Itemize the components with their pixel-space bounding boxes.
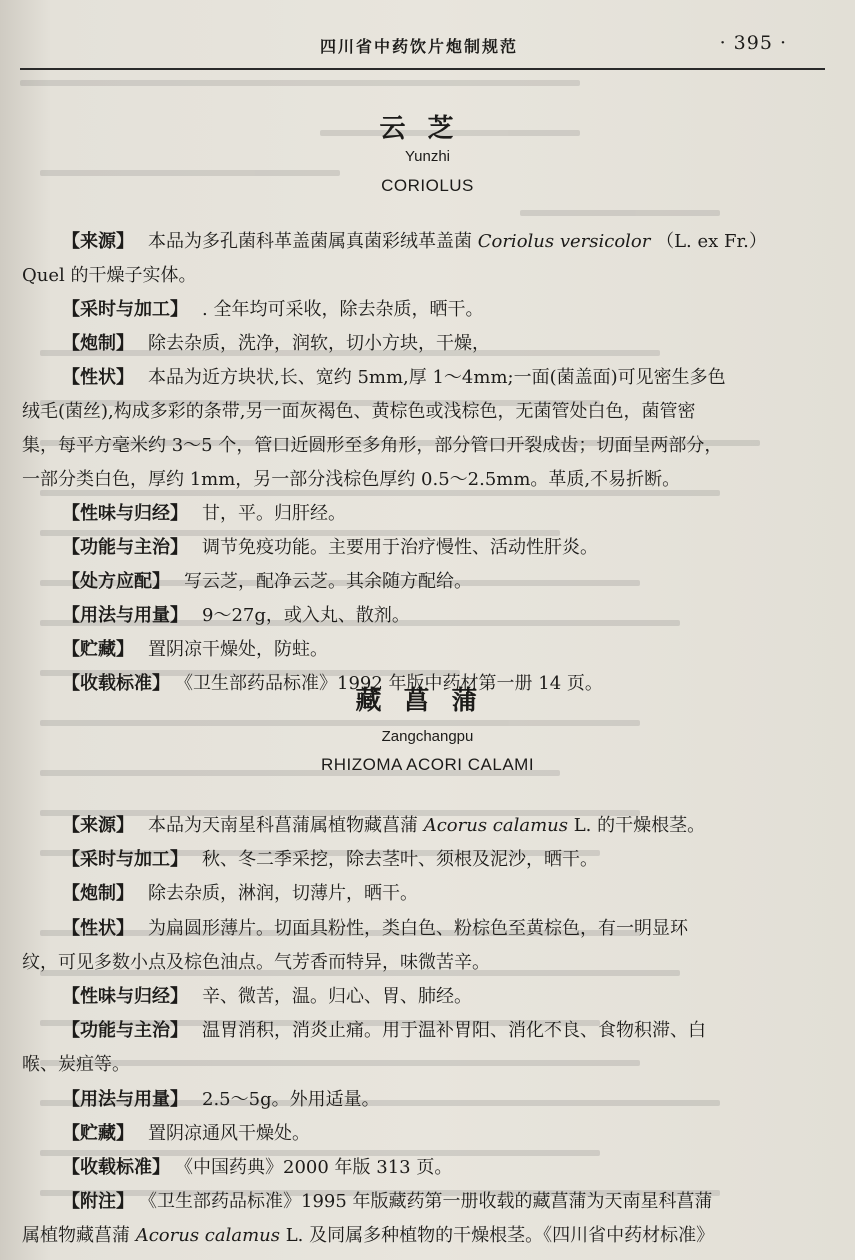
- field-text: 《卫生部药品标准》1992 年版中药材第一册 14 页。: [184, 673, 603, 694]
- page-number: · 395 ·: [719, 32, 787, 54]
- field-text: 置阴凉通风干燥处。: [148, 1122, 310, 1144]
- entry-latin-name: RHIZOMA ACORI CALAMI: [320, 755, 535, 774]
- field-label: 【功能与主治】: [62, 537, 188, 558]
- text-line: [22, 948, 822, 978]
- field-text: 秋、冬二季采挖，除去茎叶、须根及泥沙，晒干。: [202, 849, 598, 871]
- text-line: [62, 363, 855, 393]
- text-line: [62, 1153, 855, 1183]
- field-text: 写云芝，配净云芝。其余随方配给。: [184, 571, 472, 592]
- entry-title: 云芝: [379, 114, 476, 144]
- text-line: [62, 879, 855, 909]
- field-text: 甘，平。归肝经。: [202, 503, 346, 524]
- field-label: 【收载标准】: [62, 1157, 170, 1178]
- field-text: 2.5～5g。外用适量。: [202, 1088, 380, 1110]
- field-label: 【性味与归经】: [62, 986, 188, 1007]
- field-label: 【用法与用量】: [62, 1088, 188, 1110]
- field-text: 温胃消积，消炎止痛。用于温补胃阳、消化不良、食物积滞、白: [202, 1020, 706, 1042]
- field-text: 纹，可见多数小点及棕色油点。气芳香而特异，味微苦辛。: [22, 951, 490, 973]
- latin-binomial: Acorus calamus: [418, 815, 574, 836]
- latin-binomial: Acorus calamus: [130, 1225, 286, 1247]
- text-line: [62, 1085, 855, 1115]
- text-line: [22, 1221, 822, 1251]
- field-label: 【炮制】: [62, 333, 134, 354]
- field-label: 【功能与主治】: [62, 1020, 188, 1042]
- field-label: 【处方应配】: [62, 571, 170, 592]
- text-line: [62, 295, 855, 325]
- field-text: 除去杂质，淋润，切薄片，晒干。: [148, 883, 418, 905]
- text-line: [22, 1050, 822, 1080]
- field-label: 【贮藏】: [62, 1122, 134, 1144]
- field-label: 【性状】: [62, 917, 134, 939]
- latin-binomial: Coriolus versicolor: [472, 231, 657, 252]
- field-text: 绒毛(菌丝),构成多彩的条带,另一面灰褐色、黄棕色或浅棕色，无菌管处白色，菌管密: [22, 401, 696, 422]
- field-text: 集，每平方毫米约 3～5 个，管口近圆形至多角形，部分管口开裂成齿；切面呈两部分，: [22, 435, 723, 456]
- text-line: [62, 982, 855, 1012]
- text-line: [62, 635, 855, 665]
- text-line: [62, 601, 855, 631]
- field-label: 【采时与加工】: [62, 299, 188, 320]
- field-text: 本品为多孔菌科革盖菌属真菌彩绒革盖菌: [148, 231, 472, 252]
- text-line: [62, 329, 855, 359]
- text-line: [62, 914, 855, 944]
- text-line: [62, 845, 855, 875]
- text-line: [62, 499, 855, 529]
- field-text: 辛、微苦，温。归心、胃、肺经。: [202, 986, 472, 1007]
- text-line: [22, 261, 822, 291]
- text-line: [62, 567, 855, 597]
- text-line: [62, 1187, 855, 1217]
- header-title: 四川省中药饮片炮制规范: [320, 37, 519, 56]
- field-text: 本品为天南星科菖蒲属植物藏菖蒲: [148, 815, 418, 836]
- field-text-continued: L. 的干燥根茎。: [573, 815, 706, 836]
- text-line: [62, 811, 855, 841]
- field-label: 【附注】: [62, 1191, 134, 1213]
- text-line: [62, 533, 855, 563]
- field-text: . 全年均可采收，除去杂质，晒干。: [202, 299, 484, 320]
- field-text: 本品为近方块状,长、宽约 5mm,厚 1～4mm;一面(菌盖面)可见密生多色: [148, 367, 726, 388]
- field-label: 【采时与加工】: [62, 849, 188, 871]
- field-label: 【来源】: [62, 815, 134, 836]
- text-line: [22, 431, 822, 461]
- text-line: [62, 1119, 855, 1149]
- field-text: 喉、炭疽等。: [22, 1054, 130, 1076]
- field-text: 一部分类白色，厚约 1mm，另一部分浅棕色厚约 0.5～2.5mm。革质,不易折断。: [22, 469, 681, 490]
- entry-pinyin: Yunzhi: [404, 148, 451, 165]
- field-label: 【来源】: [62, 231, 134, 252]
- field-text: 为扁圆形薄片。切面具粉性，类白色、粉棕色至黄棕色，有一明显环: [148, 917, 688, 939]
- field-label: 【炮制】: [62, 883, 134, 905]
- field-label: 【收载标准】: [62, 673, 170, 694]
- text-line: [62, 227, 855, 257]
- bleed-through-line: [20, 80, 580, 86]
- field-text: 属植物藏菖蒲: [22, 1225, 130, 1247]
- text-line: [62, 1016, 855, 1046]
- field-text: 除去杂质，洗净，润软，切小方块，干燥，: [148, 333, 490, 354]
- field-text: 《中国药典》2000 年版 313 页。: [184, 1157, 453, 1178]
- field-text: 9～27g，或入丸、散剂。: [202, 605, 410, 626]
- entry-pinyin: Zangchangpu: [381, 728, 474, 745]
- field-text: 《卫生部药品标准》1995 年版藏药第一册收载的藏菖蒲为天南星科菖蒲: [148, 1191, 713, 1213]
- running-header: [20, 28, 825, 70]
- field-text-continued: （L. ex Fr.）: [656, 231, 767, 252]
- bleed-through-line: [40, 720, 640, 726]
- field-label: 【性味与归经】: [62, 503, 188, 524]
- field-text: Quel 的干燥子实体。: [22, 265, 197, 286]
- field-text-continued: L. 及同属多种植物的干燥根茎。《四川省中药材标准》: [285, 1225, 715, 1247]
- text-line: [22, 465, 822, 495]
- field-text: 置阴凉干燥处，防蛀。: [148, 639, 328, 660]
- bleed-through-line: [520, 210, 720, 216]
- field-text: 调节免疫功能。主要用于治疗慢性、活动性肝炎。: [202, 537, 598, 558]
- field-label: 【贮藏】: [62, 639, 134, 660]
- text-line: [22, 397, 822, 427]
- entry-latin-name: CORIOLUS: [381, 176, 474, 195]
- field-label: 【性状】: [62, 367, 134, 388]
- entry-title: 藏菖蒲: [355, 686, 500, 716]
- field-label: 【用法与用量】: [62, 605, 188, 626]
